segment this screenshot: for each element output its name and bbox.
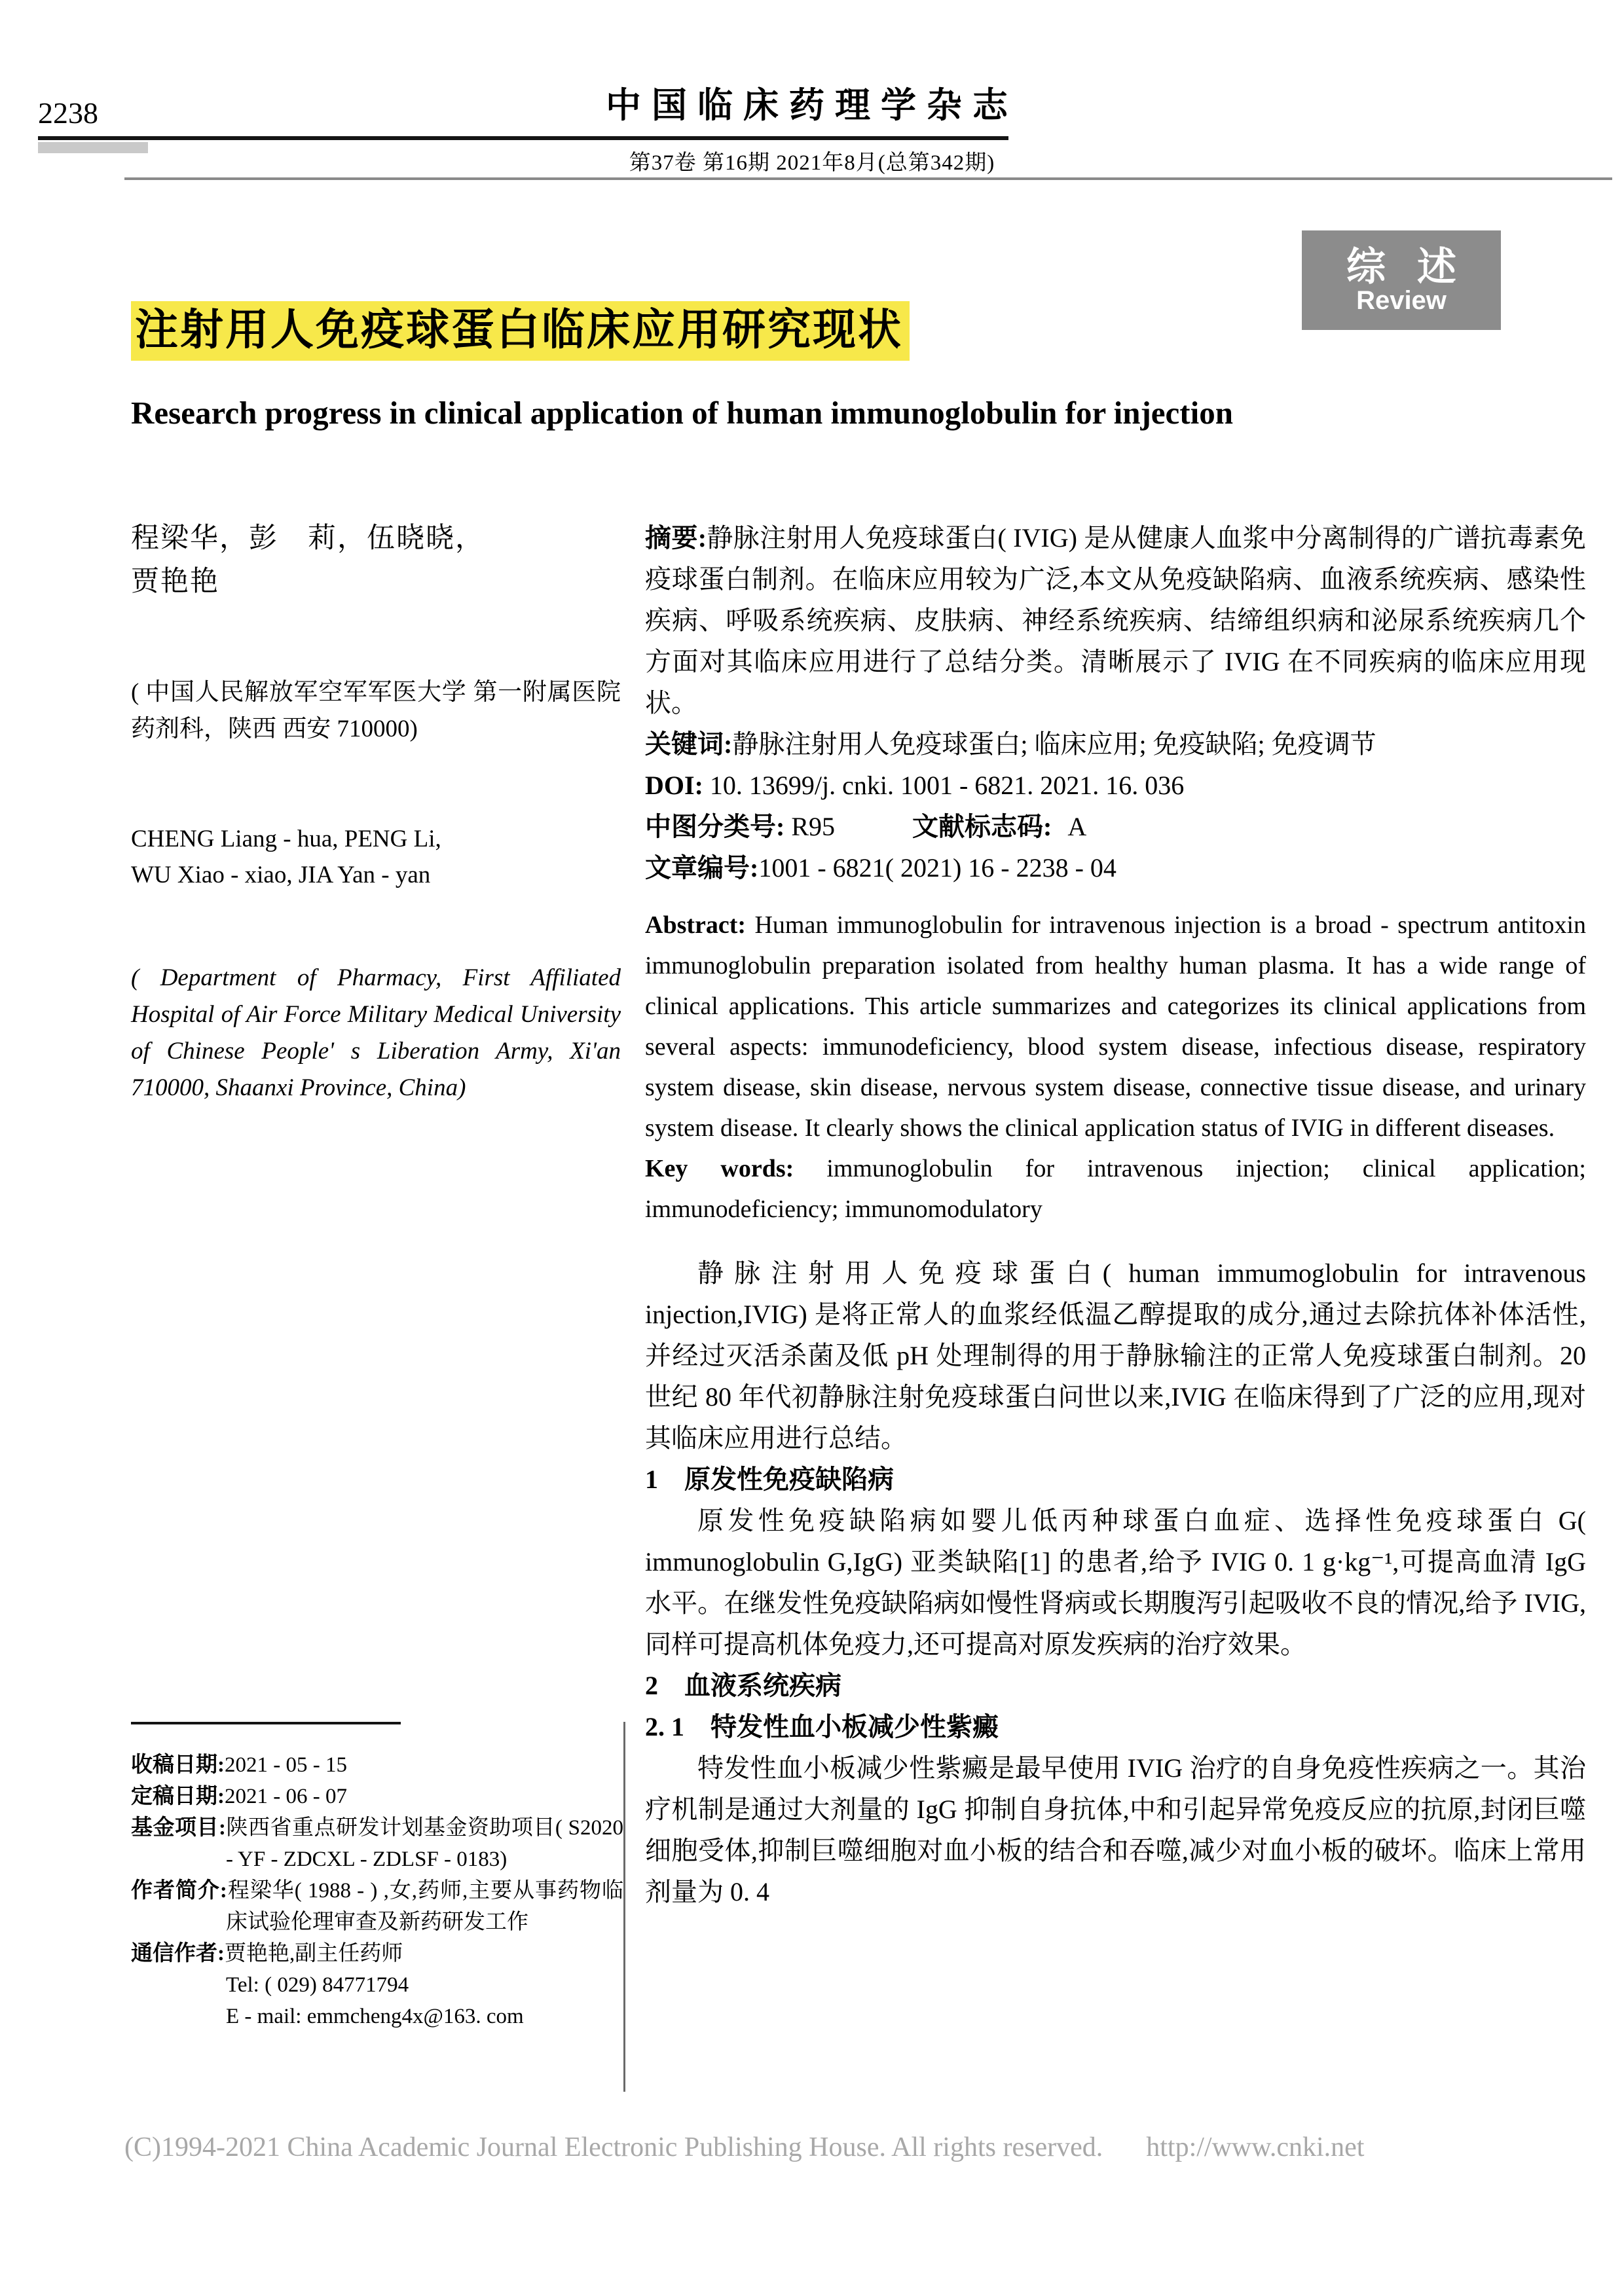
abstract-en: Abstract: Human immunoglobulin for intravenous injection is a broad - spectrum antitoxin immunoglobulin preparation isolated from healthy human plasma. It has a wide range of clinical applications. This article summarizes and categorizes its clinical applications from several aspects: immunodeficiency, blood system disease, infectious disease, respiratory system disease, skin disease, nervous system disease, connective tissue disease, and urinary system disease. It clearly shows the clinical application status of IVIG in different diseases. xyxy=(645,911,1587,1142)
authors-cn-line1: 程梁华，彭 莉，伍晓晓， xyxy=(131,523,485,554)
body-paragraph-2: 原发性免疫缺陷病如婴儿低丙种球蛋白血症、选择性免疫球蛋白 G( immunoglobulin G,IgG) 亚类缺陷[1] 的患者,给予 IVIG 0. 1 g·kg⁻¹,可提高血清 IgG 水平。在继发性免疫缺陷病如慢性肾病或长期腹泻引起吸收不良的情况,给予 IVIG,同样可提高机体免疫力,还可提高对原发疾病的治疗效果。 xyxy=(645,1506,1586,1659)
footnote-author-bio: 作者简介:程梁华( 1988 - ) ,女,药师,主要从事药物临床试验伦理审查及新药研发工作 xyxy=(131,1879,623,1934)
copyright-footer xyxy=(124,2132,1500,2163)
footnote-corresponding-author: 通信作者:贾艳艳,副主任药师 xyxy=(131,1942,403,1965)
review-badge xyxy=(1302,230,1501,330)
keywords-en-label: Key words: xyxy=(645,1155,794,1182)
review-badge-cn: 综述 xyxy=(1346,246,1488,289)
doi-line: DOI: 10. 13699/j. cnki. 1001 - 6821. 2021. 16. 036 xyxy=(645,771,1185,800)
article-title-cn xyxy=(131,295,910,357)
keywords-cn-label: 关键词: xyxy=(645,729,733,759)
header-rule-thick xyxy=(38,136,1008,140)
authors-en-line2: WU Xiao - xiao, JIA Yan - yan xyxy=(131,862,431,888)
journal-title: 中国临床药理学杂志 xyxy=(606,86,1018,125)
copyright-text: (C)1994-2021 China Academic Journal Electronic Publishing House. All rights reserved. xyxy=(124,2132,1103,2162)
header-rule-thin xyxy=(124,177,1612,180)
footnote-tel: Tel: ( 029) 84771794 xyxy=(226,1973,409,1997)
keywords-cn: 关键词:静脉注射用人免疫球蛋白; 临床应用; 免疫缺陷; 免疫调节 xyxy=(645,729,1376,759)
article-number-line: 文章编号:1001 - 6821( 2021) 16 - 2238 - 04 xyxy=(645,853,1116,883)
affiliation-cn: ( 中国人民解放军空军军医大学 第一附属医院药剂科，陕西 西安 710000) xyxy=(131,679,621,742)
body-paragraph-3: 特发性血小板减少性紫癜是最早使用 IVIG 治疗的自身免疫性疾病之一。其治疗机制是通过大剂量的 IgG 抑制自身抗体,中和引起异常免疫反应的抗原,封闭巨噬细胞受体,抑制巨噬细胞对血小板的结合和吞噬,减少对血小板的破坏。临床上常用剂量为 0. 4 xyxy=(645,1753,1586,1906)
issue-line: 第37卷 第16期 2021年8月(总第342期) xyxy=(629,151,995,175)
doi-label: DOI: xyxy=(645,771,703,800)
left-column xyxy=(131,517,621,1106)
cnki-url: http://www.cnki.net xyxy=(1146,2132,1365,2162)
body-paragraph-1: 静脉注射用人免疫球蛋白( human immumoglobulin for intravenous injection,IVIG) 是将正常人的血浆经低温乙醇提取的成分,通过去除抗体补体活性,并经过灭活杀菌及低 pH 处理制得的用于静脉输注的正常人免疫球蛋白制剂。20 世纪 80 年代初静脉注射免疫球蛋白问世以来,IVIG 在临床得到了广泛的应用,现对其临床应用进行总结。 xyxy=(645,1258,1586,1453)
affiliation-en: ( Department of Pharmacy, First Affiliated Hospital of Air Force Military Medical University of Chinese People' s Liberation Army, Xi'an 710000, Shaanxi Province, China) xyxy=(131,964,621,1101)
authors-cn-line2: 贾艳艳 xyxy=(131,566,219,597)
page-number: 2238 xyxy=(38,96,98,130)
footnote-rule xyxy=(131,1722,401,1724)
keywords-en: Key words: immunoglobulin for intravenous injection; clinical application; immunodeficiency; immunomodulatory xyxy=(645,1155,1586,1223)
authors-en xyxy=(131,821,621,893)
doc-code-label: 文献标志码: xyxy=(912,812,1059,841)
abstract-en-label: Abstract: xyxy=(645,911,747,939)
footnote-fund: 基金项目:陕西省重点研发计划基金资助项目( S2020 - YF - ZDCXL - ZDLSF - 0183) xyxy=(131,1816,624,1871)
section-heading-2-1: 2. 1 特发性血小板减少性紫癜 xyxy=(645,1712,999,1741)
section-heading-1: 1 原发性免疫缺陷病 xyxy=(645,1465,894,1494)
article-title-en: Research progress in clinical application of human immunoglobulin for injection xyxy=(131,395,1233,431)
article-title-highlight: 注射用人免疫球蛋白临床应用研究现状 xyxy=(131,301,910,361)
footnote-block xyxy=(131,1722,623,2032)
footnote-received: 收稿日期:2021 - 05 - 15 xyxy=(131,1753,347,1777)
abstract-cn: 摘要:静脉注射用人免疫球蛋白( IVIG) 是从健康人血浆中分离制得的广谱抗毒素免疫球蛋白制剂。在临床应用较为广泛,本文从免疫缺陷病、血液系统疾病、感染性疾病、呼吸系统疾病、皮肤病、神经系统疾病、结缔组织病和泌尿系统疾病几个方面对其临床应用进行了总结分类。清晰展示了 IVIG 在不同疾病的临床应用现状。 xyxy=(645,523,1586,718)
footnote-accepted: 定稿日期:2021 - 06 - 07 xyxy=(131,1785,347,1808)
abstract-cn-label: 摘要: xyxy=(645,523,707,553)
column-divider-artifact xyxy=(623,1722,625,2092)
review-badge-en: Review xyxy=(1356,286,1447,315)
clc-label: 中图分类号: xyxy=(645,812,792,841)
article-number-label: 文章编号: xyxy=(645,853,759,883)
clc-line: 中图分类号: R95 文献标志码: A xyxy=(645,812,1087,841)
authors-en-line1: CHENG Liang - hua, PENG Li, xyxy=(131,826,441,852)
right-column xyxy=(645,517,1586,1912)
footnote-email: E - mail: emmcheng4x@163. com xyxy=(226,2005,524,2028)
section-heading-2: 2 血液系统疾病 xyxy=(645,1671,841,1700)
